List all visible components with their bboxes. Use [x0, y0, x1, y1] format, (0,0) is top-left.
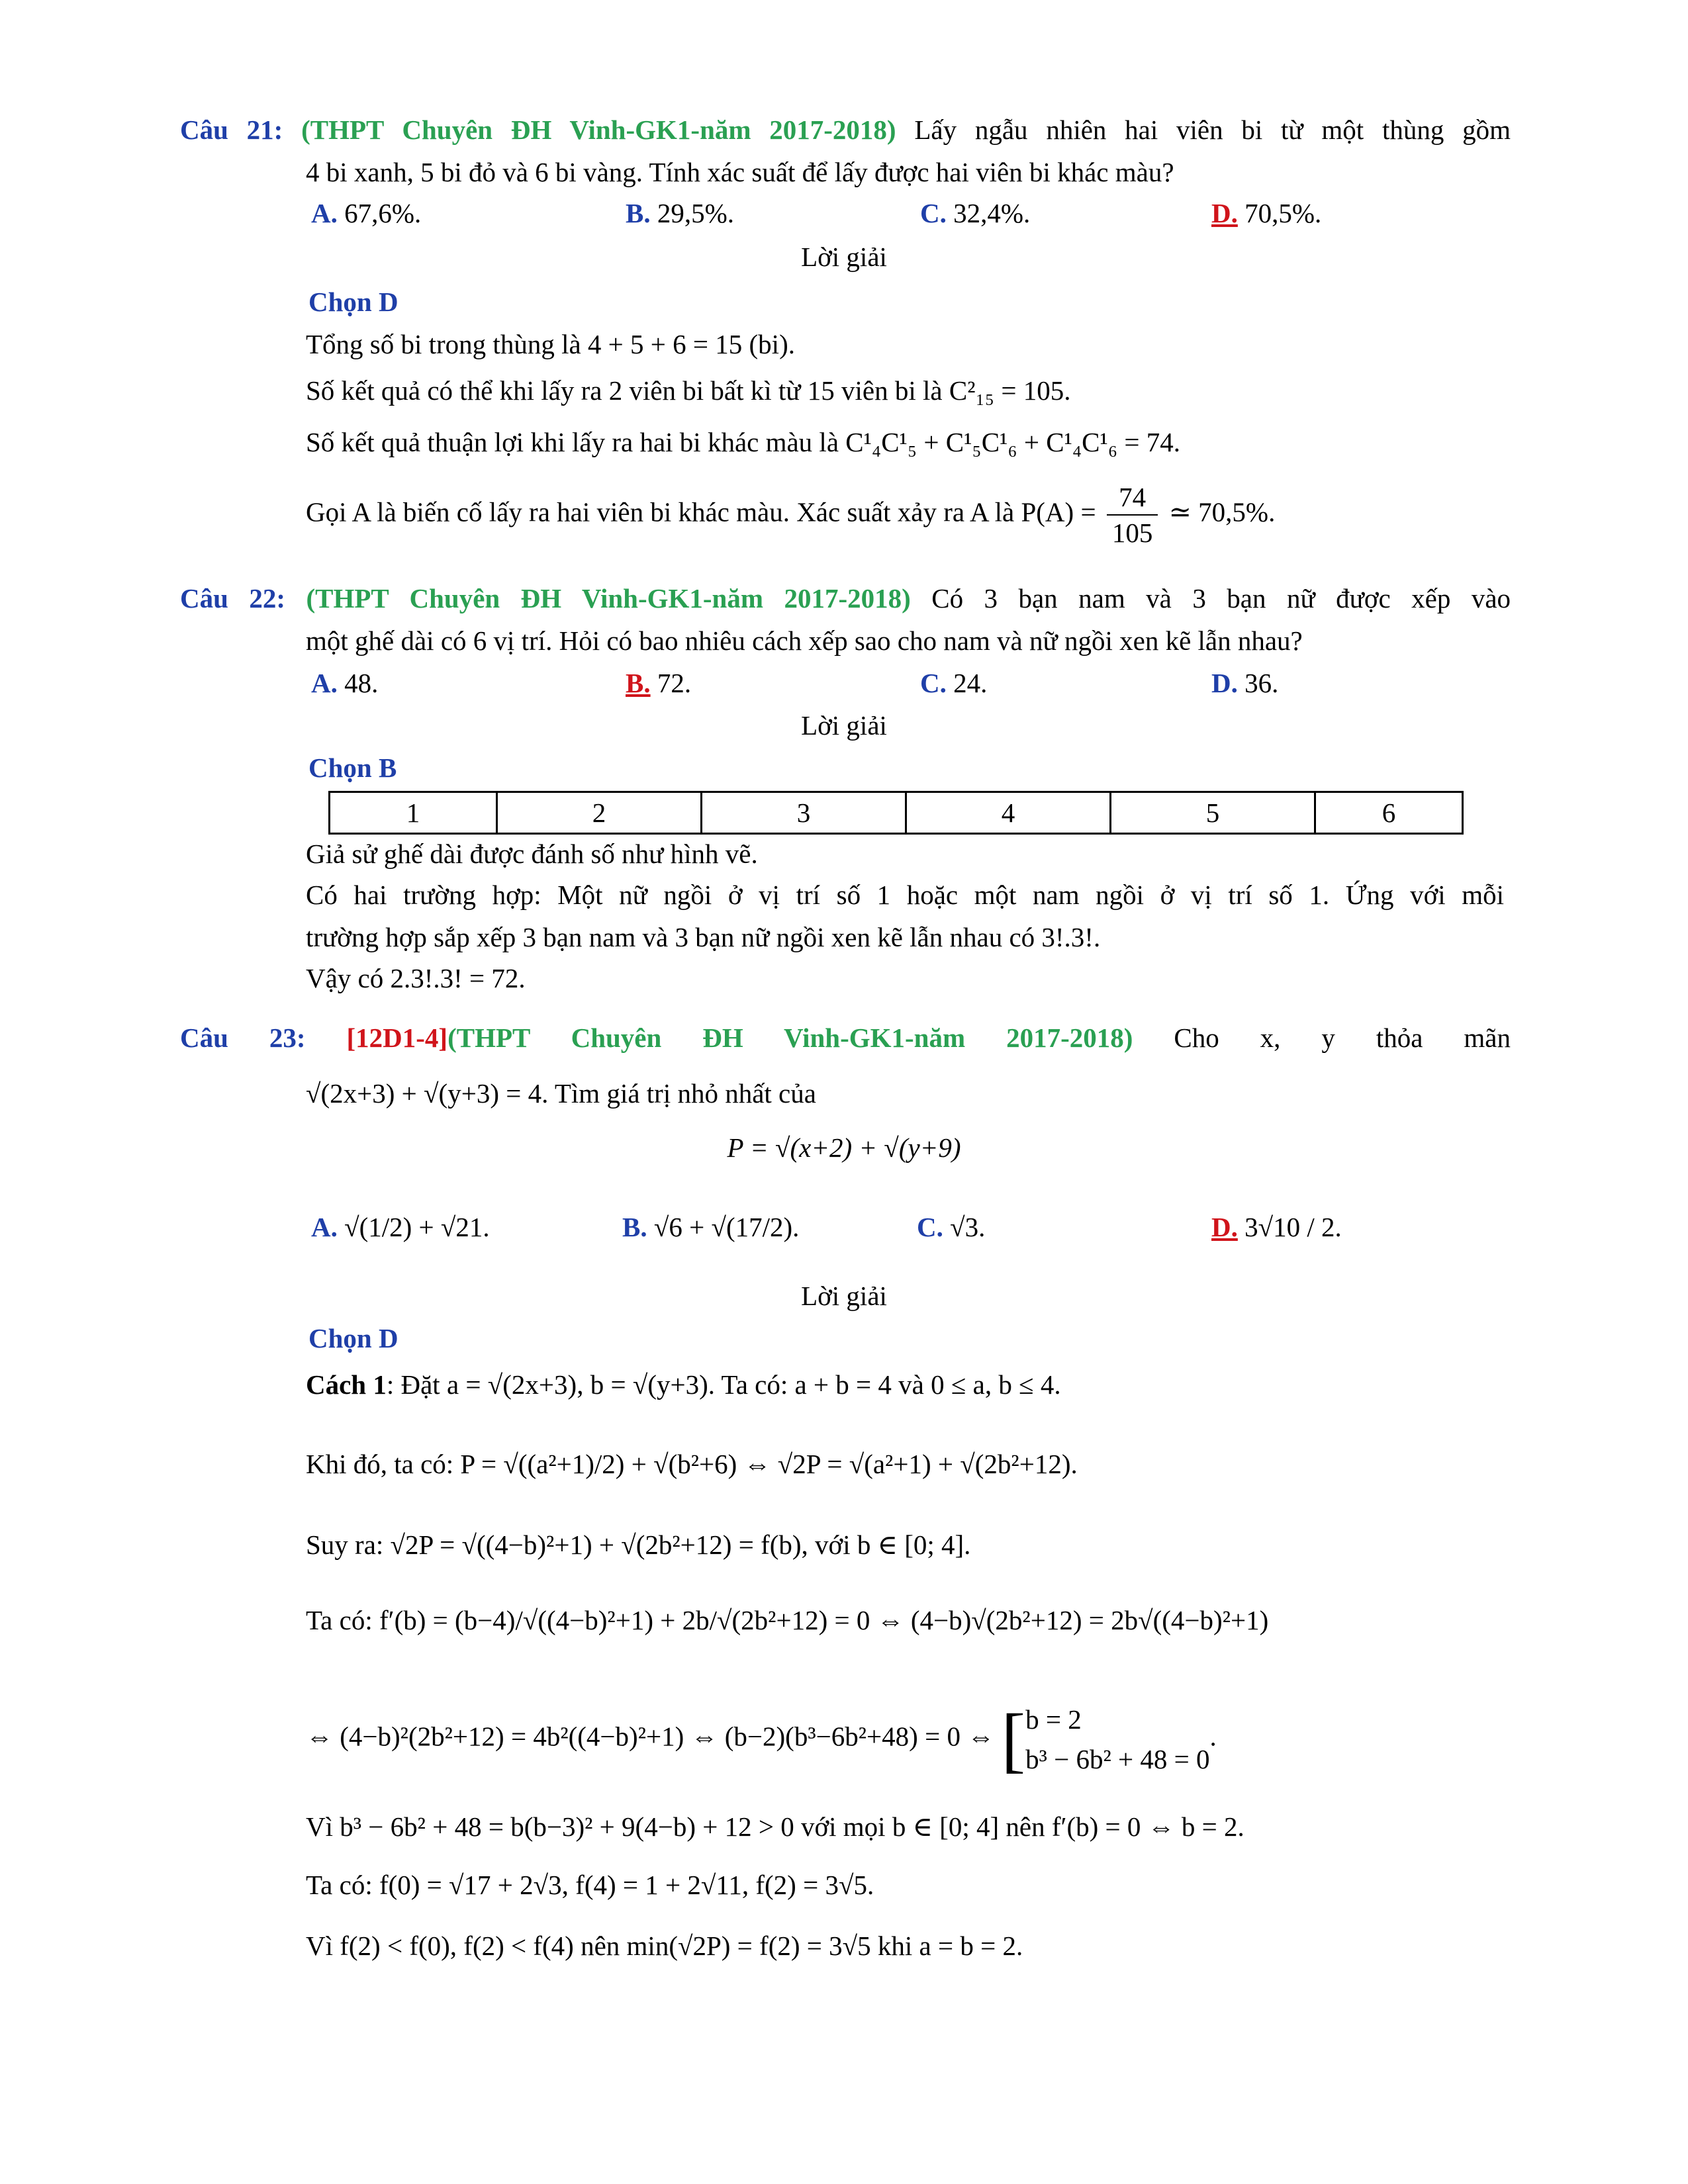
question-number: Câu 21:: [180, 114, 283, 145]
case-item: b³ − 6b² + 48 = 0: [1025, 1744, 1210, 1774]
option-value: 48.: [344, 668, 379, 698]
chosen-answer: Chọn D: [308, 1323, 399, 1353]
solution-line-cases: ⇔ (4−b)²(2b²+12) = 4b²((4−b)²+1) ⇔ (b−2)(b³−6b²+48) = 0 ⇔ [ b = 2 b³ − 6b² + 48 = 0 .: [306, 1699, 1217, 1780]
question-source: (THPT Chuyên ĐH Vinh-GK1-năm 2017-2018): [447, 1023, 1133, 1053]
option-b: [622, 1208, 799, 1246]
solution-line: trường hợp sắp xếp 3 bạn nam và 3 bạn nữ ngồi xen kẽ lẫn nhau có 3!.3!.: [306, 922, 1101, 952]
option-label: A.: [311, 198, 338, 228]
option-value: 29,5%.: [657, 198, 735, 228]
solution-line: Tổng số bi trong thùng là 4 + 5 + 6 = 15 (bi).: [306, 329, 795, 359]
question-source: (THPT Chuyên ĐH Vinh-GK1-năm 2017-2018): [301, 114, 896, 145]
question-number: Câu 22:: [180, 583, 286, 614]
question-23-condition: [306, 1075, 816, 1112]
question-21-header: [180, 111, 1511, 148]
question-tag: [12D1-4]: [346, 1023, 448, 1053]
option-d: [1211, 664, 1278, 702]
question-22-text: một ghế dài có 6 vị trí. Hỏi có bao nhiêu cách xếp sao cho nam và nữ ngồi xen kẽ lẫn nhau?: [306, 625, 1303, 656]
option-b: [626, 195, 734, 232]
table-cell: 4: [906, 792, 1111, 834]
option-label-correct: D.: [1211, 1212, 1238, 1242]
solution-line: [306, 876, 1504, 913]
fraction-numerator: 74: [1107, 480, 1158, 516]
fraction-denominator: 105: [1111, 518, 1153, 548]
option-a: [311, 1208, 490, 1246]
solution-line: Số kết quả có thể khi lấy ra 2 viên bi bất kì từ 15 viên bi là C²₁₅ = 105.: [306, 375, 1071, 406]
method-label: Cách 1: [306, 1369, 387, 1400]
question-text: Lấy ngẫu nhiên hai viên bi từ một thùng gồm: [914, 114, 1511, 145]
table-cell: 5: [1111, 792, 1315, 834]
option-value: √3.: [950, 1212, 986, 1242]
option-b: [626, 664, 691, 702]
option-value: 32,4%.: [953, 198, 1031, 228]
table-cell: 1: [330, 792, 497, 834]
solution-text: : Đặt a = √(2x+3), b = √(y+3). Ta có: a + b = 4 và 0 ≤ a, b ≤ 4.: [386, 1369, 1061, 1400]
solution-line: Vì b³ − 6b² + 48 = b(b−3)² + 9(4−b) + 12 > 0 với mọi b ∈ [0; 4] nên f′(b) = 0 ⇔ b = 2.: [306, 1811, 1244, 1842]
solution-line-probability: [306, 480, 1275, 550]
question-text: . Tìm giá trị nhỏ nhất của: [541, 1078, 816, 1109]
solution-title: Lời giải: [801, 1281, 887, 1311]
solution-line: Vậy có 2.3!.3! = 72.: [306, 963, 526, 993]
solution-text: ≃ 70,5%.: [1168, 496, 1276, 527]
option-label: C.: [917, 1212, 943, 1242]
chosen-answer: Chọn D: [308, 287, 399, 317]
cases-bracket: [: [1001, 1699, 1026, 1780]
bench-seat-table: [328, 791, 1464, 835]
option-value: 3√10 / 2.: [1244, 1212, 1342, 1242]
option-label-correct: B.: [626, 668, 651, 698]
option-value: 67,6%.: [344, 198, 422, 228]
option-label: B.: [622, 1212, 647, 1242]
question-21-text: 4 bi xanh, 5 bi đỏ và 6 bi vàng. Tính xác suất để lấy được hai viên bi khác màu?: [306, 157, 1174, 187]
solution-line: Giả sử ghế dài được đánh số như hình vẽ.: [306, 839, 758, 869]
solution-line: Số kết quả thuận lợi khi lấy ra hai bi khác màu là C¹₄C¹₅ + C¹₅C¹₆ + C¹₄C¹₆ = 74.: [306, 427, 1180, 457]
solution-line: Suy ra: √2P = √((4−b)²+1) + √(2b²+12) = f(b), với b ∈ [0; 4].: [306, 1529, 971, 1560]
condition-equation: √(2x+3) + √(y+3) = 4: [306, 1078, 542, 1109]
option-value: √(1/2) + √21.: [344, 1212, 490, 1242]
question-text: Cho x, y thỏa mãn: [1174, 1023, 1511, 1053]
case-item: b = 2: [1025, 1704, 1082, 1735]
option-c: [920, 195, 1030, 232]
option-value: 70,5%.: [1244, 198, 1322, 228]
fraction: [1107, 480, 1158, 550]
solution-line: Ta có: f(0) = √17 + 2√3, f(4) = 1 + 2√11, f(2) = 3√5.: [306, 1870, 874, 1900]
option-label: C.: [920, 668, 947, 698]
table-row: [330, 792, 1463, 834]
solution-line: Khi đó, ta có: P = √((a²+1)/2) + √(b²+6) ⇔ √2P = √(a²+1) + √(2b²+12).: [306, 1449, 1078, 1479]
option-d: [1211, 195, 1321, 232]
solution-text: Có hai trường hợp: Một nữ ngồi ở vị trí số 1 hoặc một nam ngồi ở vị trí số 1. Ứng với mỗi: [306, 880, 1504, 910]
option-value: 24.: [953, 668, 988, 698]
option-label: D.: [1211, 668, 1238, 698]
cases: [1025, 1700, 1209, 1779]
solution-title: Lời giải: [801, 242, 887, 272]
solution-text: ⇔ (4−b)²(2b²+12) = 4b²((4−b)²+1) ⇔ (b−2)(b³−6b²+48) = 0 ⇔: [306, 1721, 995, 1752]
option-label: A.: [311, 1212, 338, 1242]
solution-line: [306, 1366, 1061, 1403]
table-cell: 3: [702, 792, 906, 834]
option-c: [920, 664, 987, 702]
option-label: B.: [626, 198, 651, 228]
option-label: A.: [311, 668, 338, 698]
table-cell: 6: [1315, 792, 1463, 834]
question-source: (THPT Chuyên ĐH Vinh-GK1-năm 2017-2018): [306, 583, 911, 614]
solution-title: Lời giải: [801, 710, 887, 741]
target-formula: P = √(x+2) + √(y+9): [727, 1132, 961, 1163]
solution-line: Ta có: f′(b) = (b−4)/√((4−b)²+1) + 2b/√(2b²+12) = 0 ⇔ (4−b)√(2b²+12) = 2b√((4−b)²+1): [306, 1605, 1269, 1635]
question-22-header: [180, 580, 1511, 617]
option-d: [1211, 1208, 1342, 1246]
option-c: [917, 1208, 985, 1246]
option-label: C.: [920, 198, 947, 228]
chosen-answer: Chọn B: [308, 752, 397, 783]
question-text: Có 3 bạn nam và 3 bạn nữ được xếp vào: [931, 583, 1511, 614]
option-value: 72.: [657, 668, 692, 698]
option-value: 36.: [1244, 668, 1279, 698]
option-a: [311, 195, 421, 232]
option-value: √6 + √(17/2).: [653, 1212, 800, 1242]
question-23-header: [180, 1019, 1511, 1056]
solution-line: Vì f(2) < f(0), f(2) < f(4) nên min(√2P) = f(2) = 3√5 khi a = b = 2.: [306, 1931, 1023, 1961]
question-number: Câu 23:: [180, 1023, 306, 1053]
table-cell: 2: [497, 792, 702, 834]
option-a: [311, 664, 378, 702]
solution-text: Gọi A là biến cố lấy ra hai viên bi khác màu. Xác suất xảy ra A là P(A) =: [306, 496, 1096, 527]
option-label-correct: D.: [1211, 198, 1238, 228]
